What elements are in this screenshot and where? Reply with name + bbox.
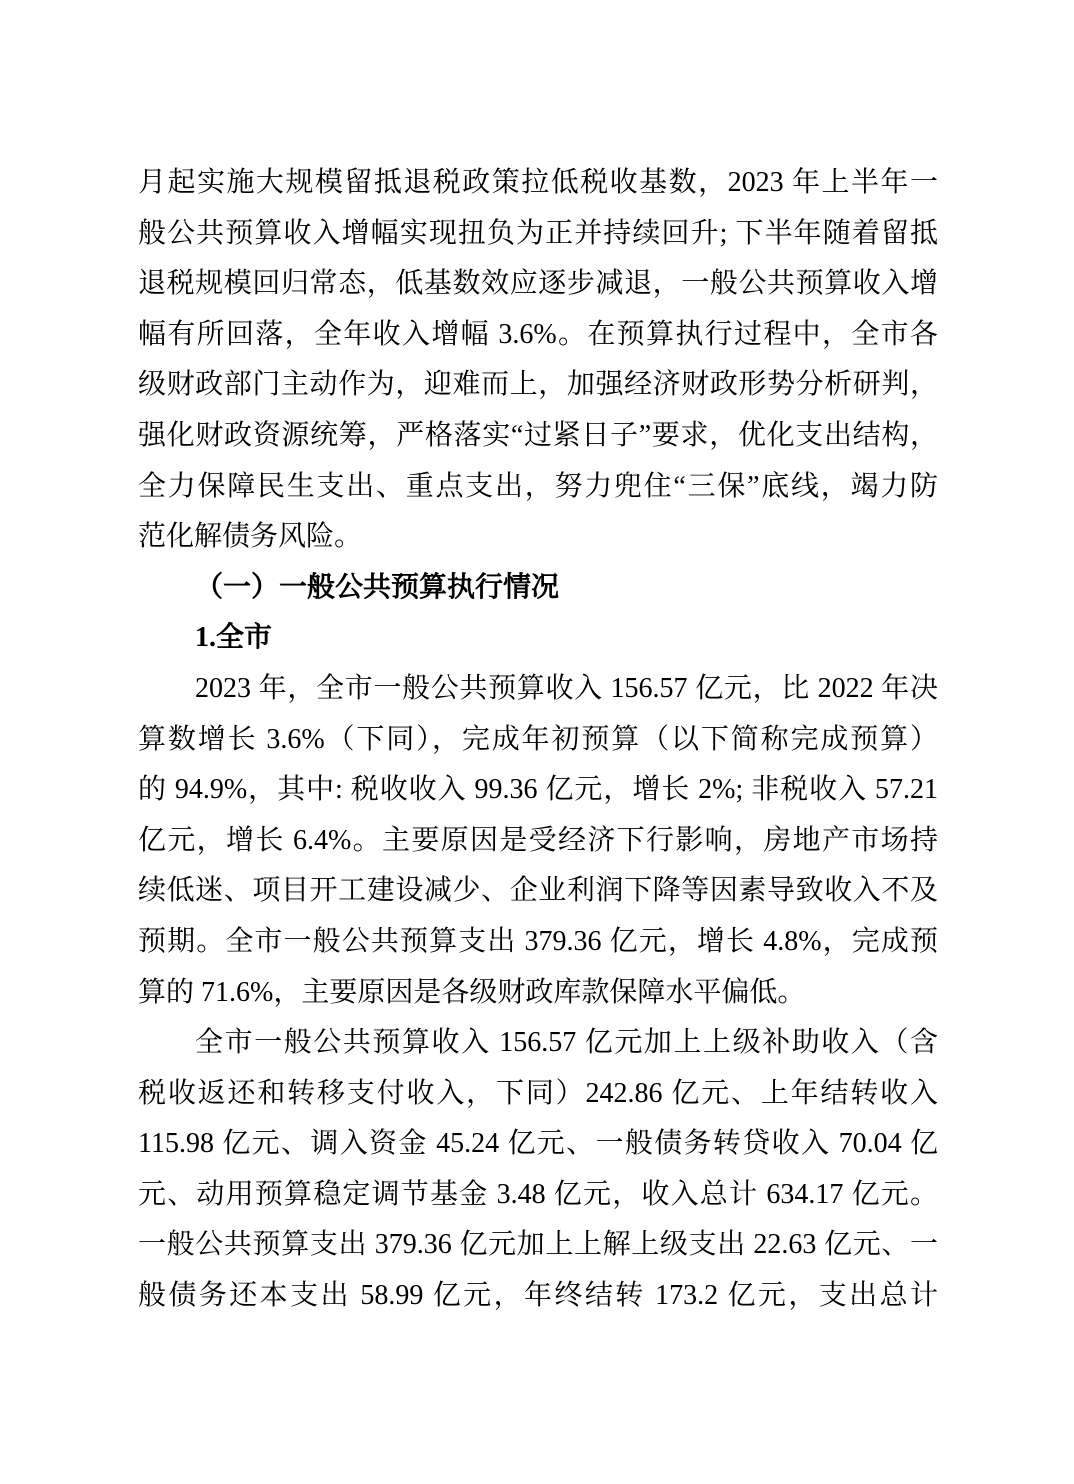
text-line: 115.98 亿元、调入资金 45.24 亿元、一般债务转贷收入 70.04 亿 [138, 1128, 938, 1160]
text-line: 退税规模回归常态，低基数效应逐步减退，一般公共预算收入增 [138, 268, 938, 300]
sub-heading: 1.全市 [195, 622, 273, 654]
text-line: 亿元，增长 6.4%。主要原因是受经济下行影响，房地产市场持 [138, 824, 938, 856]
text-line: 强化财政资源统筹，严格落实“过紧日子”要求，优化支出结构， [138, 419, 938, 451]
text-line: 一般公共预算支出 379.36 亿元加上上解上级支出 22.63 亿元、一 [138, 1229, 938, 1261]
text-line: 算数增长 3.6%（下同），完成年初预算（以下简称完成预算） [138, 723, 938, 755]
text-line: 级财政部门主动作为，迎难而上，加强经济财政形势分析研判， [138, 369, 938, 401]
text-block [138, 158, 938, 1322]
text-line: 算的 71.6%，主要原因是各级财政库款保障水平偏低。 [138, 976, 806, 1008]
text-line: 幅有所回落，全年收入增幅 3.6%。在预算执行过程中，全市各 [138, 318, 938, 350]
section-heading: （一）一般公共预算执行情况 [195, 571, 560, 603]
text-line: 元、动用预算稳定调节基金 3.48 亿元，收入总计 634.17 亿元。 [138, 1178, 938, 1210]
text-line: 般公共预算收入增幅实现扭负为正并持续回升; 下半年随着留抵 [138, 217, 938, 249]
text-line: 税收返还和转移支付收入，下同）242.86 亿元、上年结转收入 [138, 1077, 938, 1109]
text-line: 月起实施大规模留抵退税政策拉低税收基数，2023 年上半年一 [138, 167, 938, 198]
text-line: 2023 年，全市一般公共预算收入 156.57 亿元，比 2022 年决 [195, 672, 938, 704]
text-line: 全力保障民生支出、重点支出，努力兜住“三保”底线，竭力防 [138, 470, 938, 502]
text-line: 续低迷、项目开工建设减少、企业利润下降等因素导致收入不及 [138, 875, 938, 907]
text-line: 的 94.9%，其中: 税收收入 99.36 亿元，增长 2%; 非税收入 57.21 [138, 774, 938, 806]
text-line: 般债务还本支出 58.99 亿元，年终结转 173.2 亿元，支出总计 [138, 1280, 938, 1312]
text-line: 范化解债务风险。 [138, 521, 363, 553]
text-line: 全市一般公共预算收入 156.57 亿元加上上级补助收入（含 [195, 1027, 938, 1059]
text-line: 预期。全市一般公共预算支出 379.36 亿元，增长 4.8%，完成预 [138, 925, 938, 957]
